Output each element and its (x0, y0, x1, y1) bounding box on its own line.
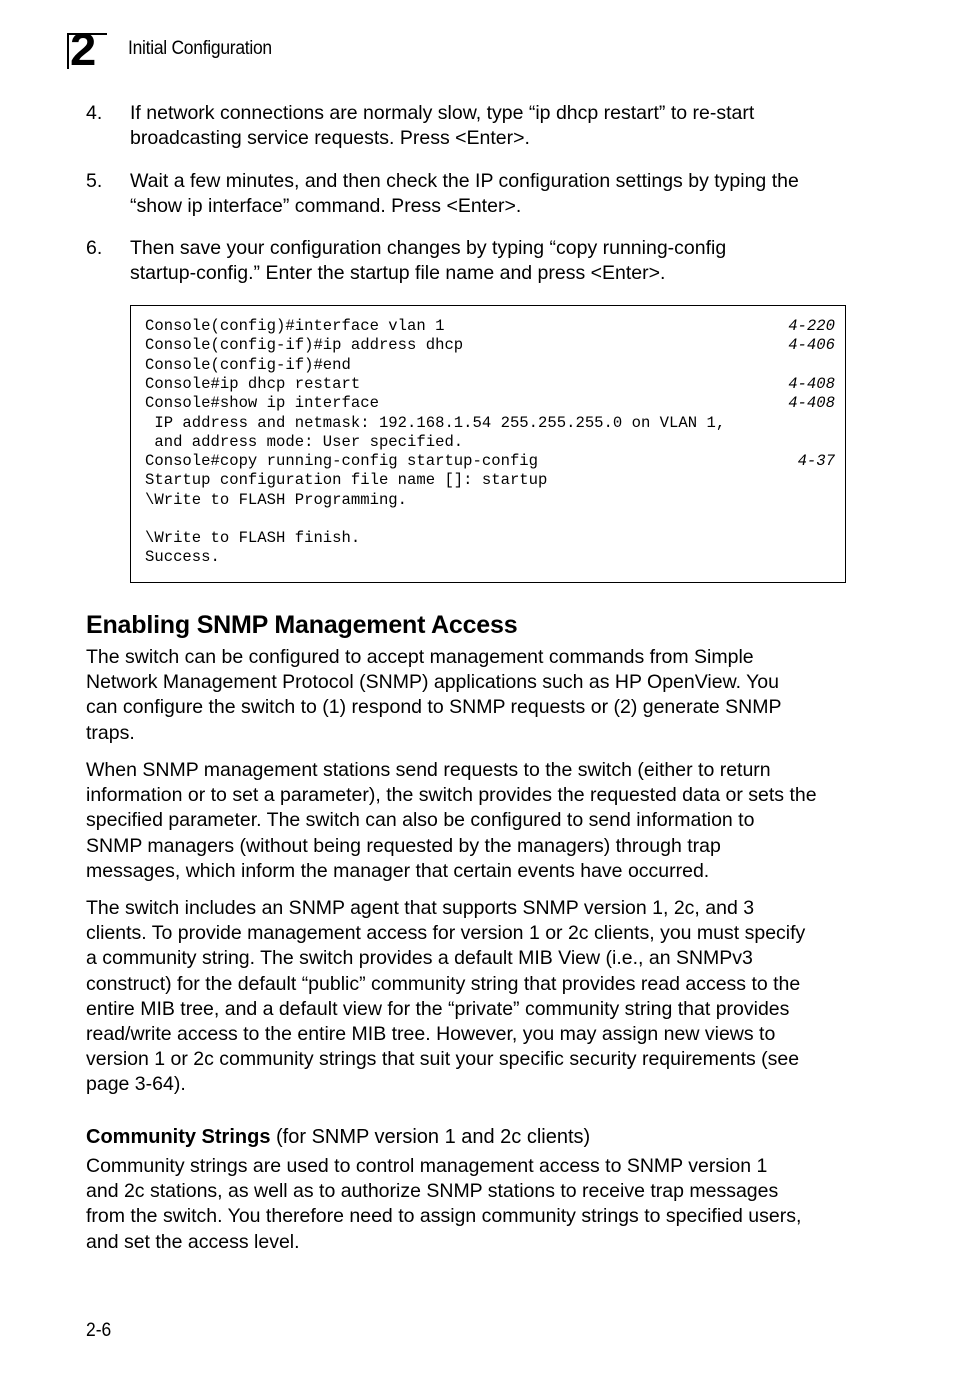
body-paragraph (86, 1154, 856, 1255)
paragraph-line: Network Management Protocol (SNMP) applications such as HP OpenView. You (86, 671, 779, 694)
section-heading: Enabling SNMP Management Access (86, 611, 518, 639)
code-line: \Write to FLASH finish. (145, 529, 361, 547)
paragraph-line: version 1 or 2c community strings that suit your specific security requirements (see (86, 1048, 800, 1071)
step-text-line: “show ip interface” command. Press <Enter>. (130, 195, 522, 217)
step-text (130, 236, 850, 286)
code-line: Console#ip dhcp restart (145, 375, 361, 393)
paragraph-line: traps. (86, 721, 135, 744)
command-page-ref: 4-220 (788, 317, 835, 335)
paragraph-line: from the switch. You therefore need to assign community strings to specified users, (86, 1205, 802, 1228)
paragraph-line: and set the access level. (86, 1230, 300, 1253)
subsection-heading-bold: Community Strings (86, 1126, 271, 1148)
paragraph-line: a community string. The switch provides a default MIB View (i.e., an SNMPv3 (86, 947, 753, 970)
step-text-line: Wait a few minutes, and then check the IP configuration settings by typing the (130, 170, 799, 192)
paragraph-line: construct) for the default “public” community string that provides read access to the (86, 972, 801, 995)
code-line: Console#copy running-config startup-config (145, 452, 539, 470)
step-text-line: Then save your configuration changes by typing “copy running-config (130, 237, 727, 259)
step-text-line: If network connections are normaly slow, type “ip dhcp restart” to re-start (130, 102, 755, 124)
running-title: Initial Configuration (128, 38, 272, 59)
paragraph-line: page 3-64). (86, 1073, 186, 1096)
paragraph-line: clients. To provide management access for version 1 or 2c clients, you must specify (86, 922, 806, 945)
paragraph-line: The switch can be configured to accept management commands from Simple (86, 646, 754, 668)
command-page-ref: 4-37 (797, 452, 835, 470)
paragraph-line: specified parameter. The switch can also be configured to send information to (86, 809, 755, 832)
code-example (130, 305, 846, 583)
command-page-ref: 4-406 (788, 336, 835, 354)
step-number: 5. (86, 170, 103, 192)
body-paragraph (86, 758, 856, 884)
paragraph-line: information or to set a parameter), the switch provides the requested data or sets the (86, 784, 817, 807)
page-number: 2-6 (86, 1320, 112, 1341)
code-line: Console(config)#interface vlan 1 (145, 317, 445, 335)
code-line: Console(config-if)#ip address dhcp (145, 336, 464, 354)
paragraph-line: The switch includes an SNMP agent that supports SNMP version 1, 2c, and 3 (86, 897, 755, 919)
paragraph-line: Community strings are used to control management access to SNMP version 1 (86, 1155, 768, 1177)
chapter-number-badge (67, 24, 107, 75)
chapter-number: 2 (70, 24, 96, 75)
step-number: 4. (86, 102, 103, 124)
paragraph-line: SNMP managers (without being requested by the managers) through trap (86, 834, 721, 857)
step-number: 6. (86, 237, 103, 259)
step-text-line: broadcasting service requests. Press <Enter>. (130, 127, 530, 149)
code-line: Console(config-if)#end (145, 356, 351, 374)
code-line: and address mode: User specified. (145, 433, 464, 451)
command-page-ref: 4-408 (788, 375, 835, 393)
paragraph-line: read/write access to the entire MIB tree. However, you may assign new views to (86, 1023, 776, 1046)
code-line: Console#show ip interface (145, 394, 379, 412)
body-paragraph (86, 896, 856, 1098)
body-paragraph (86, 645, 856, 746)
paragraph-line: entire MIB tree, and a default view for the “private” community string that provides (86, 997, 790, 1020)
step-text (130, 101, 850, 151)
subsection-heading-qualifier: (for SNMP version 1 and 2c clients) (270, 1126, 591, 1148)
subsection-heading (86, 1125, 590, 1150)
paragraph-line: When SNMP management stations send requests to the switch (either to return (86, 759, 771, 781)
code-line: Startup configuration file name []: startup (145, 471, 548, 489)
code-line: \Write to FLASH Programming. (145, 491, 408, 509)
paragraph-line: messages, which inform the manager that certain events have occurred. (86, 859, 710, 882)
paragraph-line: and 2c stations, as well as to authorize SNMP stations to receive trap messages (86, 1180, 779, 1203)
paragraph-line: can configure the switch to (1) respond to SNMP requests or (2) generate SNMP (86, 696, 782, 719)
step-text (130, 169, 850, 219)
command-page-ref: 4-408 (788, 394, 835, 412)
code-line: IP address and netmask: 192.168.1.54 255.255.255.0 on VLAN 1, (145, 414, 726, 432)
code-line: Success. (145, 548, 220, 566)
step-text-line: startup-config.” Enter the startup file name and press <Enter>. (130, 262, 666, 284)
